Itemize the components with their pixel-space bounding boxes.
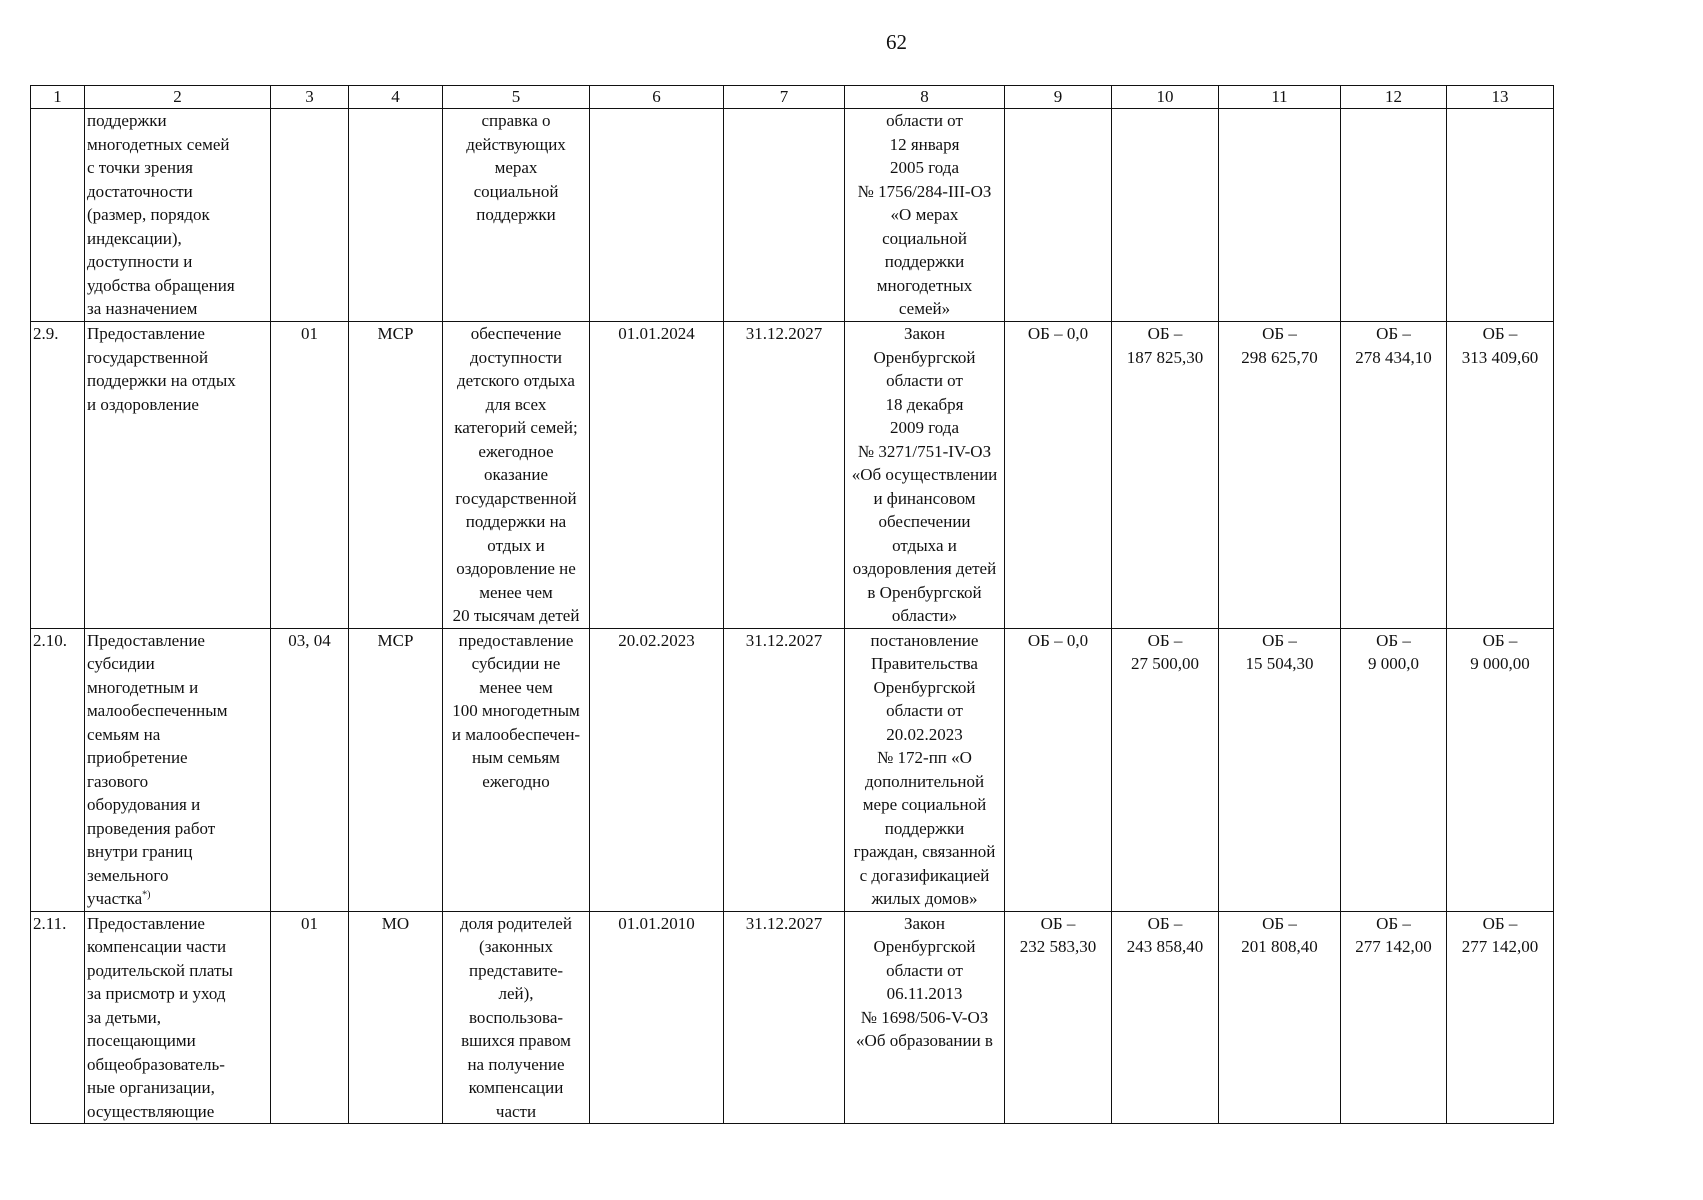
column-number: 8 <box>845 86 1005 109</box>
table-row <box>31 109 1554 322</box>
expected-result: доля родителей (законных представите- лей), воспользова- вшихся правом на получение компенсации части <box>443 911 590 1124</box>
column-number: 7 <box>724 86 845 109</box>
row-number <box>31 109 85 322</box>
column-number: 9 <box>1005 86 1112 109</box>
funding-cell <box>1341 109 1447 322</box>
start-date: 20.02.2023 <box>590 628 724 911</box>
measure-name: Предоставление компенсации части родительской платы за присмотр и уход за детьми, посещающими общеобразователь- ные организации, осуществляющие <box>85 911 271 1124</box>
funding-cell: ОБ – 9 000,0 <box>1341 628 1447 911</box>
table-row <box>31 911 1554 1124</box>
start-date: 01.01.2024 <box>590 322 724 629</box>
column-number: 12 <box>1341 86 1447 109</box>
funding-cell: ОБ – 201 808,40 <box>1219 911 1341 1124</box>
funding-cell: ОБ – 232 583,30 <box>1005 911 1112 1124</box>
column-number: 3 <box>271 86 349 109</box>
funding-cell <box>1112 109 1219 322</box>
legal-basis: Закон Оренбургской области от 18 декабря 2009 года № 3271/751-IV-ОЗ «Об осуществлении и финансовом обеспечении отдыха и оздоровления детей в Оренбургской области» <box>845 322 1005 629</box>
funding-cell <box>1219 109 1341 322</box>
col3-cell: 03, 04 <box>271 628 349 911</box>
measure-name <box>85 628 271 911</box>
measure-name: поддержки многодетных семей с точки зрения достаточности (размер, порядок индексации), доступности и удобства обращения за назначением <box>85 109 271 322</box>
end-date: 31.12.2027 <box>724 911 845 1124</box>
expected-result: предоставление субсидии не менее чем 100 многодетным и малообеспечен- ным семьям ежегодно <box>443 628 590 911</box>
program-measures-table <box>30 85 1554 1124</box>
funding-cell: ОБ – 0,0 <box>1005 322 1112 629</box>
table-row <box>31 322 1554 629</box>
start-date <box>590 109 724 322</box>
column-number: 10 <box>1112 86 1219 109</box>
funding-cell: ОБ – 0,0 <box>1005 628 1112 911</box>
end-date: 31.12.2027 <box>724 628 845 911</box>
row-number: 2.10. <box>31 628 85 911</box>
col3-cell <box>271 109 349 322</box>
executor-cell <box>349 109 443 322</box>
footnote-marker: *) <box>142 889 151 901</box>
funding-cell: ОБ – 277 142,00 <box>1447 911 1554 1124</box>
row-number: 2.11. <box>31 911 85 1124</box>
funding-cell: ОБ – 27 500,00 <box>1112 628 1219 911</box>
row-number: 2.9. <box>31 322 85 629</box>
legal-basis: постановление Правительства Оренбургской области от 20.02.2023 № 172-пп «О дополнительной мере социальной поддержки граждан, связанной с догазификацией жилых домов» <box>845 628 1005 911</box>
funding-cell: ОБ – 9 000,00 <box>1447 628 1554 911</box>
measure-name: Предоставление государственной поддержки на отдых и оздоровление <box>85 322 271 629</box>
funding-cell: ОБ – 278 434,10 <box>1341 322 1447 629</box>
executor-cell: МО <box>349 911 443 1124</box>
funding-cell: ОБ – 298 625,70 <box>1219 322 1341 629</box>
funding-cell: ОБ – 243 858,40 <box>1112 911 1219 1124</box>
funding-cell: ОБ – 277 142,00 <box>1341 911 1447 1124</box>
column-number: 4 <box>349 86 443 109</box>
column-number-row <box>31 86 1554 109</box>
executor-cell: МСР <box>349 628 443 911</box>
funding-cell: ОБ – 313 409,60 <box>1447 322 1554 629</box>
column-number: 11 <box>1219 86 1341 109</box>
column-number: 2 <box>85 86 271 109</box>
end-date <box>724 109 845 322</box>
legal-basis: области от 12 января 2005 года № 1756/284-III-ОЗ «О мерах социальной поддержки многодетных семей» <box>845 109 1005 322</box>
column-number: 13 <box>1447 86 1554 109</box>
expected-result: справка о действующих мерах социальной поддержки <box>443 109 590 322</box>
funding-cell: ОБ – 187 825,30 <box>1112 322 1219 629</box>
page-number: 62 <box>886 30 907 54</box>
funding-cell: ОБ – 15 504,30 <box>1219 628 1341 911</box>
start-date: 01.01.2010 <box>590 911 724 1124</box>
column-number: 6 <box>590 86 724 109</box>
end-date: 31.12.2027 <box>724 322 845 629</box>
column-number: 5 <box>443 86 590 109</box>
col3-cell: 01 <box>271 911 349 1124</box>
measure-name-text: Предоставление субсидии многодетным и малообеспеченным семьям на приобретение газового оборудования и проведения работ внутри границ земельного участка <box>87 630 228 908</box>
funding-cell <box>1447 109 1554 322</box>
column-number: 1 <box>31 86 85 109</box>
expected-result: обеспечение доступности детского отдыха для всех категорий семей; ежегодное оказание государственной поддержки на отдых и оздоровление не менее чем 20 тысячам детей <box>443 322 590 629</box>
table-row <box>31 628 1554 911</box>
funding-cell <box>1005 109 1112 322</box>
legal-basis: Закон Оренбургской области от 06.11.2013 № 1698/506-V-ОЗ «Об образовании в <box>845 911 1005 1124</box>
executor-cell: МСР <box>349 322 443 629</box>
col3-cell: 01 <box>271 322 349 629</box>
